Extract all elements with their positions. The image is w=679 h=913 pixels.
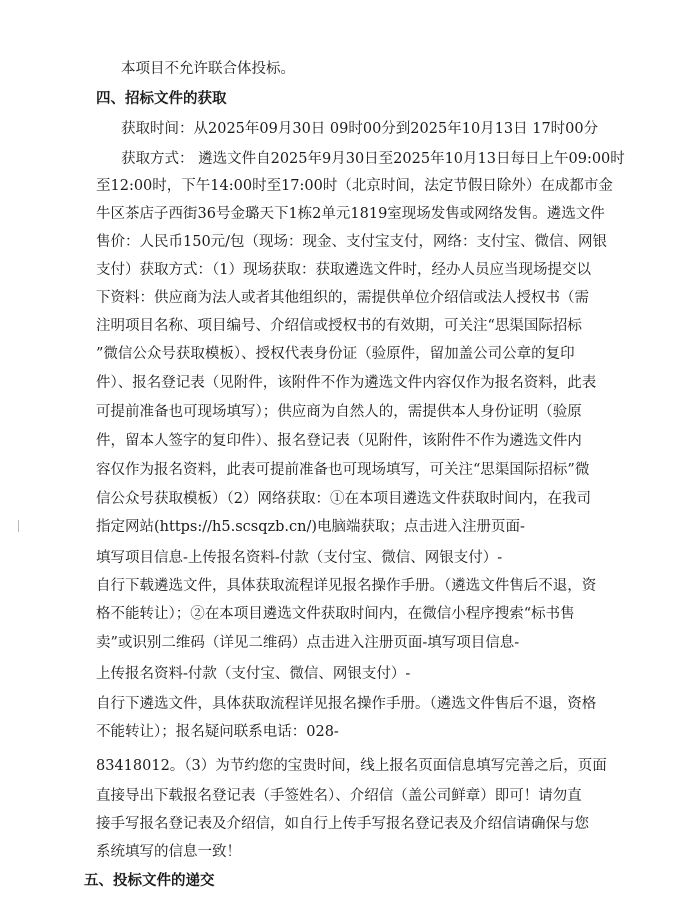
- text-line: 牛区茶店子西街36号金璐天下1栋2单元1819室现场发售或网络发售。遴选文件: [96, 206, 605, 222]
- text-line: 本项目不允许联合体投标。: [121, 61, 295, 77]
- text-line: 自行下遴选文件，具体获取流程详见报名操作手册。（遴选文件售后不退，资格: [96, 696, 597, 712]
- text-line: 下资料：供应商为法人或者其他组织的，需提供单位介绍信或法人授权书（需: [96, 290, 589, 306]
- text-line: 格不能转让）；②在本项目遴选文件获取时间内，在微信小程序搜索“标书售: [96, 606, 575, 622]
- text-line: 容仅作为报名资料，此表可提前准备也可现场填写，可关注“思渠国际招标”微: [96, 462, 590, 478]
- text-line: 支付）获取方式：（1）现场获取：获取遴选文件时，经办人员应当现场提交以: [96, 262, 591, 278]
- section-heading: 四、招标文件的获取: [96, 91, 227, 107]
- text-line: 自行下载遴选文件，具体获取流程详见报名操作手册。（遴选文件售后不退，资: [96, 578, 597, 594]
- text-line: 上传报名资料-付款（支付宝、微信、网银支付）-: [96, 666, 411, 682]
- text-line: 卖”或识别二维码（详见二维码）点击进入注册页面-填写项目信息-: [96, 635, 520, 651]
- text-line: 注明项目名称、项目编号、介绍信或授权书的有效期，可关注“思渠国际招标: [96, 318, 582, 334]
- text-line: 售价：人民币150元/包（现场：现金、支付宝支付，网络：支付宝、微信、网银: [96, 234, 608, 250]
- text-line: 件，留本人签字的复印件）、报名登记表（见附件，该附件不作为遴选文件内: [96, 433, 582, 449]
- text-line: 系统填写的信息一致！: [96, 844, 241, 860]
- text-line: 信公众号获取模板）（2）网络获取：①在本项目遴选文件获取时间内，在我司: [96, 491, 591, 507]
- section-heading: 五、投标文件的递交: [84, 873, 215, 889]
- text-line: 获取时间：从2025年09月30日 09时00分到2025年10月13日 17时00分: [121, 121, 599, 137]
- text-line: 接手写报名登记表及介绍信，如自行上传手写报名登记表及介绍信请确保与您: [96, 816, 589, 832]
- text-line: 至12:00时，下午14:00时至17:00时（北京时间，法定节假日除外）在成都市金: [96, 178, 613, 194]
- text-line: 指定网站(https://h5.scsqzb.cn/)电脑端获取；点击进入注册页面-: [96, 519, 525, 535]
- text-line: 可提前准备也可现场填写）；供应商为自然人的，需提供本人身份证明（验原: [96, 404, 582, 420]
- scan-artifact: [18, 520, 23, 532]
- text-line: 获取方式： 遴选文件自2025年9月30日至2025年10月13日每日上午09:00时: [121, 151, 625, 167]
- text-line: ”微信公众号获取模板）、授权代表身份证（验原件，留加盖公司公章的复印: [96, 346, 575, 362]
- text-line: 件）、报名登记表（见附件，该附件不作为遴选文件内容仅作为报名资料，此表: [96, 375, 597, 391]
- text-line: 不能转让）；报名疑问联系电话：028-: [96, 724, 339, 740]
- text-line: 填写项目信息-上传报名资料-付款（支付宝、微信、网银支付）-: [96, 550, 503, 566]
- text-line: 83418012。（3）为节约您的宝贵时间，线上报名页面信息填写完善之后，页面: [96, 758, 607, 774]
- text-line: 直接导出下载报名登记表（手签姓名）、介绍信（盖公司鲜章）即可！请勿直: [96, 788, 582, 804]
